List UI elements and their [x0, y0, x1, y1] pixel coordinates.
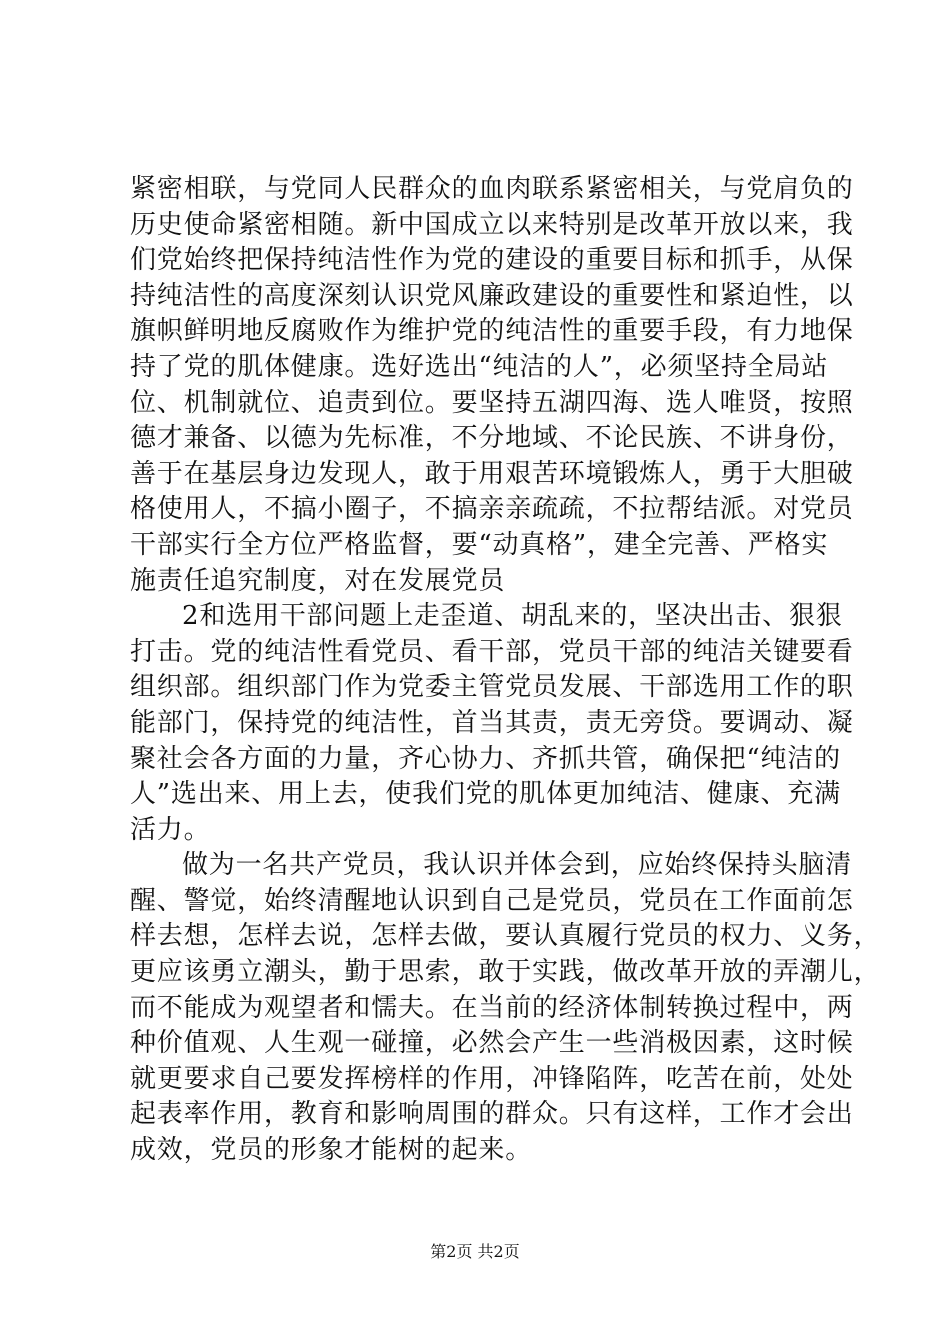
page-footer: 第2页 共2页 — [430, 1242, 520, 1261]
text-line: 更应该勇立潮头，勤于思索，敢于实践，做改革开放的弄潮儿， — [130, 957, 881, 988]
text-line: 种价值观、人生观一碰撞，必然会产生一些消极因素，这时候 — [130, 1028, 854, 1059]
text-line: 紧密相联，与党同人民群众的血肉联系紧密相关，与党肩负的 — [130, 174, 854, 204]
text-line: 干部实行全方位严格监督，要“动真格”，建全完善、严格实 — [130, 529, 829, 560]
text-line: 起表率作用，教育和影响周围的群众。只有这样，工作才会出 — [130, 1099, 854, 1130]
text-line: 就更要求自己要发挥榜样的作用，冲锋陷阵，吃苦在前，处处 — [130, 1063, 854, 1094]
text-line: 醒、警觉，始终清醒地认识到自己是党员，党员在工作面前怎 — [130, 885, 854, 916]
text-line: 人”选出来、用上去，使我们党的肌体更加纯洁、健康、充满 — [130, 779, 841, 810]
text-line: 成效，党员的形象才能树的起来。 — [130, 1135, 533, 1166]
text-line: 历史使命紧密相随。新中国成立以来特别是改革开放以来，我 — [130, 209, 854, 240]
text-line: 打击。党的纯洁性看党员、看干部，党员干部的纯洁关键要看 — [130, 636, 854, 667]
document-body — [130, 172, 881, 1169]
text-line: 聚社会各方面的力量，齐心协力、齐抓共管，确保把“纯洁的 — [130, 743, 841, 774]
text-line: 施责任追究制度，对在发展党员 — [130, 565, 506, 596]
text-line: 组织部。组织部门作为党委主管党员发展、干部选用工作的职 — [130, 672, 854, 703]
text-line: 能部门，保持党的纯洁性，首当其责，责无旁贷。要调动、凝 — [130, 707, 854, 738]
text-line: 德才兼备、以德为先标准，不分地域、不论民族、不讲身份， — [130, 423, 854, 454]
text-line: 而不能成为观望者和懦夫。在当前的经济体制转换过程中，两 — [130, 992, 854, 1023]
text-line: 做为一名共产党员，我认识并体会到，应始终保持头脑清 — [182, 850, 853, 881]
paragraph — [130, 172, 854, 599]
text-line: 旗帜鲜明地反腐败作为维护党的纯洁性的重要手段，有力地保 — [130, 316, 854, 347]
text-line: 格使用人，不搞小圈子，不搞亲亲疏疏，不拉帮结派。对党员 — [130, 494, 854, 525]
text-line: 样去想，怎样去说，怎样去做，要认真履行党员的权力、义务， — [130, 921, 881, 952]
paragraph — [130, 599, 854, 848]
text-line: 持了党的肌体健康。选好选出“纯洁的人”，必须坚持全局站 — [130, 351, 829, 382]
text-line: 们党始终把保持纯洁性作为党的建设的重要目标和抓手，从保 — [130, 245, 854, 276]
text-line: 2和选用干部问题上走歪道、胡乱来的，坚决出击、狠狠 — [182, 601, 843, 632]
paragraph — [130, 848, 881, 1168]
text-line: 活力。 — [130, 814, 211, 845]
text-line: 善于在基层身边发现人，敢于用艰苦环境锻炼人，勇于大胆破 — [130, 458, 854, 489]
text-line: 持纯洁性的高度深刻认识党风廉政建设的重要性和紧迫性，以 — [130, 280, 854, 311]
text-line: 位、机制就位、追责到位。要坚持五湖四海、选人唯贤，按照 — [130, 387, 854, 418]
